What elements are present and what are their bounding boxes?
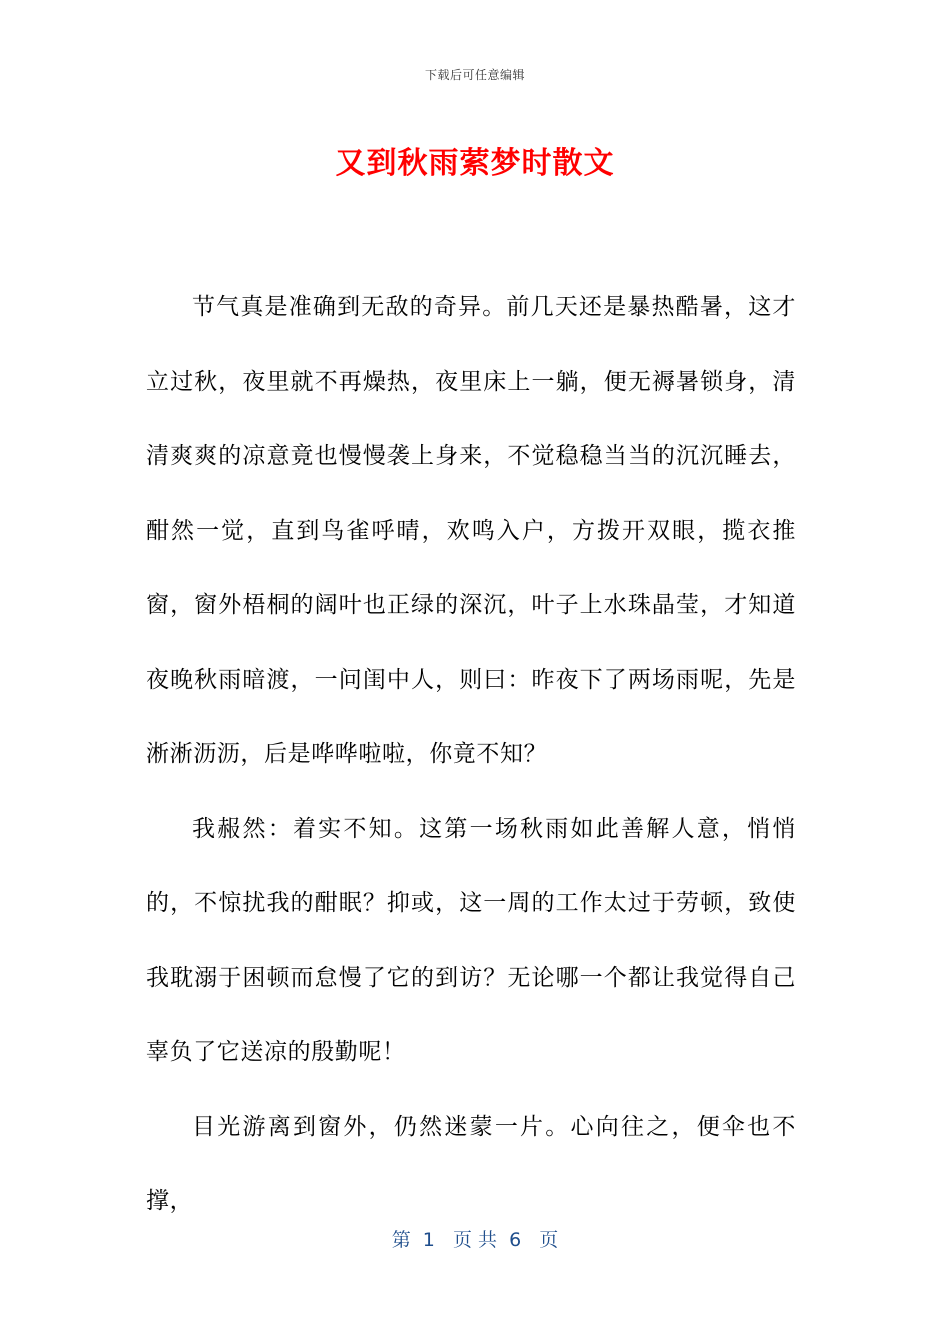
paragraph: 节气真是准确到无敌的奇异。前几天还是暴热酷暑，这才立过秋，夜里就不再燥热，夜里床上一躺，便无褥暑锁身，清清爽爽的凉意竟也慢慢袭上身来，不觉稳稳当当的沉沉睡去，酣然一觉，直到鸟雀呼晴，欢鸣入户，方拨开双眼，揽衣推窗，窗外梧桐的阔叶也正绿的深沉，叶子上水珠晶莹，才知道夜晚秋雨暗渡，一问闺中人，则曰：昨夜下了两场雨呢，先是淅淅沥沥，后是哗哗啦啦，你竟不知？ (146, 294, 796, 767)
page-number-footer: 第 1 页 共 6 页 (391, 1229, 559, 1251)
paragraph: 我赧然：着实不知。这第一场秋雨如此善解人意，悄悄的，不惊扰我的酣眠？抑或，这一周的工作太过于劳顿，致使我耽溺于困顿而怠慢了它的到访？无论哪一个都让我觉得自己辜负了它送凉的殷勤呢！ (146, 815, 796, 1065)
document-title: 又到秋雨萦梦时散文 (335, 146, 615, 181)
document-body (146, 270, 796, 1239)
header-note: 下载后可任意编辑 (424, 68, 525, 82)
paragraph: 目光游离到窗外，仍然迷蒙一片。心向往之，便伞也不撑， (146, 1113, 796, 1214)
